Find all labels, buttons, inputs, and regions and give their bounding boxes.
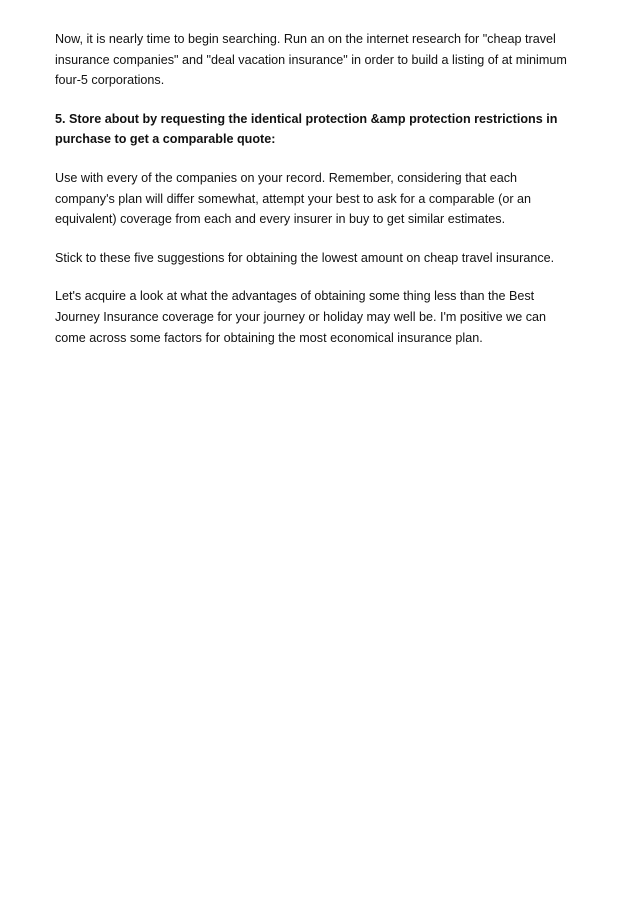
paragraph-advantages: Let's acquire a look at what the advantages of obtaining some thing less than the Best Journey Insurance coverage for your journey or holiday may well be. I'm positive we can come across some factors for obtaining the most economical insurance plan. xyxy=(55,289,547,345)
paragraph-five-suggestions: Stick to these five suggestions for obtaining the lowest amount on cheap travel insurance. xyxy=(55,250,555,265)
paragraph-companies-record: Use with every of the companies on your record. Remember, considering that each company's plan will differ somewhat, attempt your best to ask for a comparable (or an equivalent) coverage from each and every insurer in buy to get similar estimates. xyxy=(55,170,532,227)
paragraph-searching: Now, it is nearly time to begin searching. Run an on the internet research for "cheap travel insurance companies" and "deal vacation insurance" in order to build a listing of at minimum four-5 corporations. xyxy=(55,32,567,88)
document-body xyxy=(55,29,583,366)
section-heading-store-about: 5. Store about by requesting the identical protection &amp protection restrictions in purchase to get a comparable quote: xyxy=(55,111,558,147)
